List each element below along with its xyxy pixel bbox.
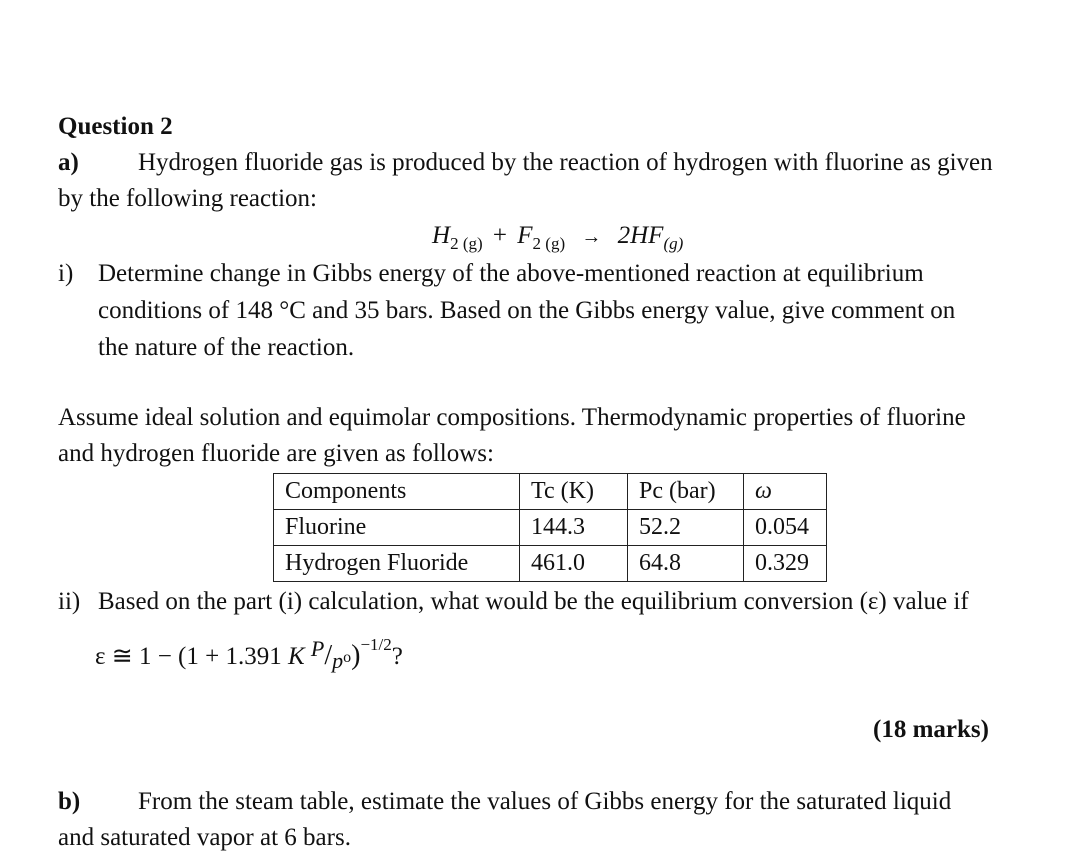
assume-line2: and hydrogen fluoride are given as follows: (58, 440, 494, 467)
part-a-label: a) (58, 149, 79, 176)
sub-i-line1: Determine change in Gibbs energy of the above-mentioned reaction at equilibrium (98, 260, 924, 287)
table-row (274, 510, 827, 546)
table-header-row (274, 474, 827, 510)
table-row (274, 546, 827, 582)
formula-close: ) (351, 640, 361, 671)
reactant-f: F (517, 222, 533, 249)
sub-i-line2: conditions of 148 °C and 35 bars. Based on the Gibbs energy value, give comment on (98, 297, 956, 324)
formula-main: ε ≅ 1 − (1 + 1.391 (95, 643, 288, 670)
formula-slash: / (324, 640, 333, 671)
reactant-h: H (432, 222, 451, 249)
table-cell: 0.054 (744, 510, 827, 546)
sub-i-line3: the nature of the reaction. (98, 334, 355, 361)
part-b-label: b) (58, 788, 81, 815)
table-cell: Hydrogen Fluoride (274, 546, 520, 582)
reactant-f-sub: 2 (g) (532, 234, 566, 253)
arrow-icon: → (581, 226, 602, 248)
formula-p: P (310, 636, 325, 661)
properties-table (273, 473, 827, 582)
table-cell: Fluorine (274, 510, 520, 546)
part-b-text-line1: From the steam table, estimate the values of Gibbs energy for the saturated liquid (138, 788, 952, 815)
plus-sign: + (492, 222, 507, 249)
part-b-text-line2: and saturated vapor at 6 bars. (58, 824, 351, 851)
table-cell: 461.0 (520, 546, 628, 582)
reactant-h-sub: 2 (g) (450, 234, 483, 253)
formula-circ: o (343, 649, 352, 666)
formula-exponent: −1/2 (360, 635, 392, 654)
product-hf: 2HF (617, 222, 664, 249)
table-cell: 144.3 (520, 510, 628, 546)
assume-line1: Assume ideal solution and equimolar compositions. Thermodynamic properties of fluorine (58, 404, 966, 431)
formula-po: p (332, 648, 344, 673)
product-hf-sub: (g) (663, 234, 684, 253)
table-header: Components (274, 474, 520, 510)
question-title: Question 2 (58, 113, 173, 140)
table-cell: 0.329 (744, 546, 827, 582)
conversion-formula (95, 635, 403, 673)
sub-ii-line1: Based on the part (i) calculation, what would be the equilibrium conversion (ε) value if (98, 588, 969, 615)
table-cell: 64.8 (628, 546, 744, 582)
part-a-text-line2: by the following reaction: (58, 185, 317, 212)
formula-k: K (287, 643, 311, 670)
table-header: ω (744, 474, 827, 510)
formula-question-mark: ? (391, 643, 403, 670)
sub-ii-label: ii) (58, 588, 81, 615)
reaction-equation (432, 222, 684, 253)
sub-i-label: i) (58, 260, 74, 287)
marks-label: (18 marks) (873, 716, 989, 743)
table-header: Tc (K) (520, 474, 628, 510)
table-cell: 52.2 (628, 510, 744, 546)
table-header: Pc (bar) (628, 474, 744, 510)
part-a-text-line1: Hydrogen fluoride gas is produced by the reaction of hydrogen with fluorine as given (138, 149, 993, 176)
